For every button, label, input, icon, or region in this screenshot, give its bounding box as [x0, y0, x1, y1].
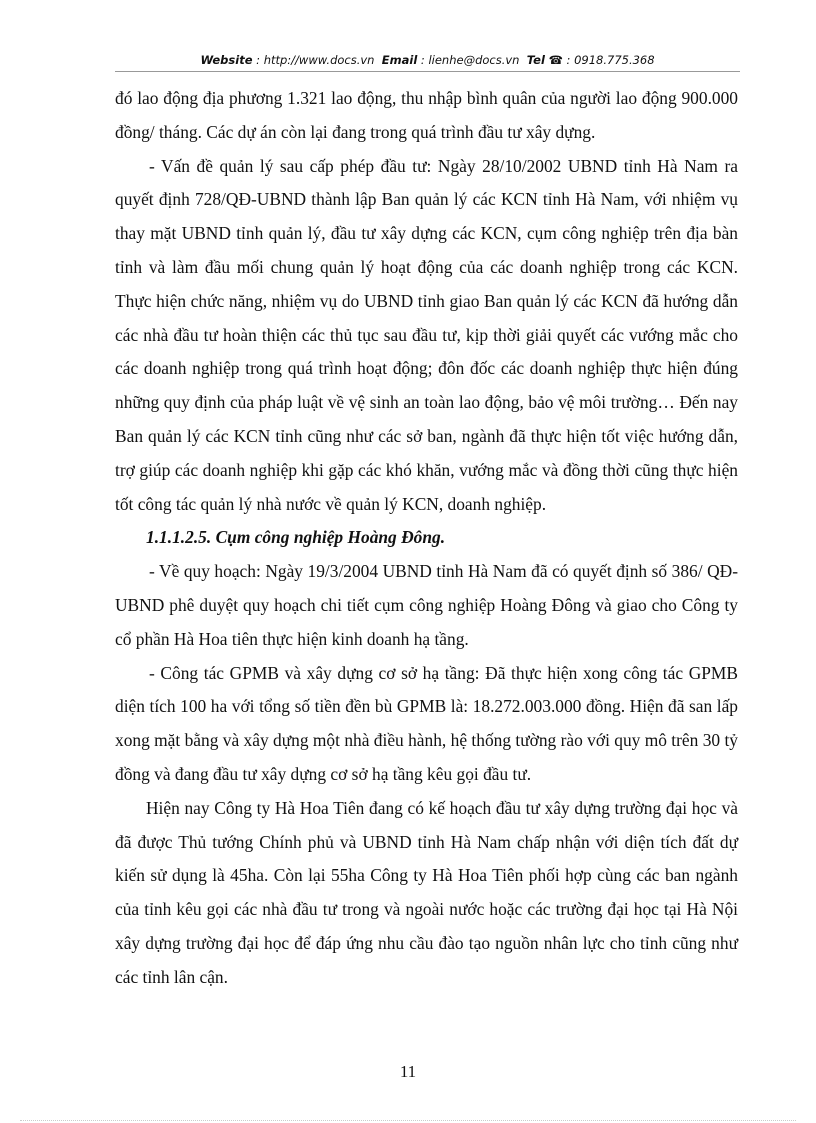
page-number: 11: [399, 1062, 417, 1081]
phone-icon: ☎: [548, 53, 563, 67]
paragraph-university-plan: Hiện nay Công ty Hà Hoa Tiên đang có kế hoạch đầu tư xây dựng trường đại học và đã được Thủ tướng Chính phủ và UBND tỉnh Hà Nam chấp nhận với diện tích đất dự kiến sử dụng là 45ha. Còn lại 55ha Công ty Hà Hoa Tiên phối hợp cùng các ban ngành của tỉnh kêu gọi các nhà đầu tư trong và ngoài nước hoặc các trường đại học tại Hà Nội xây dựng trường đại học để đáp ứng nhu cầu đào tạo nguồn nhân lực cho tỉnh cũng như các tỉnh lân cận.: [115, 797, 738, 987]
document-body: [115, 82, 738, 995]
page-header: [115, 53, 740, 67]
tel-value: : 0918.775.368: [566, 53, 655, 67]
website-value[interactable]: : http://www.docs.vn: [256, 53, 375, 67]
email-value[interactable]: : lienhe@docs.vn: [420, 53, 520, 67]
paragraph-site-clearance: - Công tác GPMB và xây dựng cơ sở hạ tầng: Đã thực hiện xong công tác GPMB diện tích 100 ha với tổng số tiền đền bù GPMB là: 18.272.003.000 đồng. Hiện đã san lấp xong mặt bằng và xây dựng một nhà điều hành, hệ thống tường rào với quy mô trên 30 tỷ đồng và đang đầu tư xây dựng cơ sở hạ tầng kêu gọi đầu tư.: [115, 662, 738, 784]
footer-divider: [20, 1120, 796, 1121]
section-heading: 1.1.1.2.5. Cụm công nghiệp Hoàng Đông.: [146, 527, 446, 548]
website-label: Website: [200, 53, 253, 67]
tel-label: Tel: [526, 53, 545, 67]
header-divider: [115, 71, 740, 72]
paragraph-continuation: đó lao động địa phương 1.321 lao động, thu nhập bình quân của người lao động 900.000 đồng/ tháng. Các dự án còn lại đang trong quá trình đầu tư xây dựng.: [115, 88, 738, 142]
paragraph-post-license-management: - Vấn đề quản lý sau cấp phép đầu tư: Ngày 28/10/2002 UBND tỉnh Hà Nam ra quyết định 728/QĐ-UBND thành lập Ban quản lý các KCN tỉnh Hà Nam, với nhiệm vụ thay mặt UBND tỉnh quản lý, đầu tư xây dựng các KCN, cụm công nghiệp trên địa bàn tỉnh và làm đầu mối chung quản lý hoạt động của các doanh nghiệp trong các KCN. Thực hiện chức năng, nhiệm vụ do UBND tỉnh giao Ban quản lý các KCN đã hướng dẫn các nhà đầu tư hoàn thiện các thủ tục sau đầu tư, kịp thời giải quyết các vướng mắc cho các doanh nghiệp trong quá trình hoạt động; đôn đốc các doanh nghiệp thực hiện đúng những quy định của pháp luật về vệ sinh an toàn lao động, bảo vệ môi trường… Đến nay Ban quản lý các KCN tỉnh cũng như các sở ban, ngành đã thực hiện tốt việc hướng dẫn, trợ giúp các doanh nghiệp khi gặp các khó khăn, vướng mắc và đồng thời cũng thực hiện tốt công tác quản lý nhà nước về quản lý KCN, doanh nghiệp.: [115, 155, 738, 514]
email-label: Email: [381, 53, 418, 67]
paragraph-planning: - Về quy hoạch: Ngày 19/3/2004 UBND tỉnh Hà Nam đã có quyết định số 386/ QĐ- UBND phê duyệt quy hoạch chi tiết cụm công nghiệp Hoàng Đông và giao cho Công ty cổ phần Hà Hoa tiên thực hiện kinh doanh hạ tầng.: [115, 561, 738, 649]
